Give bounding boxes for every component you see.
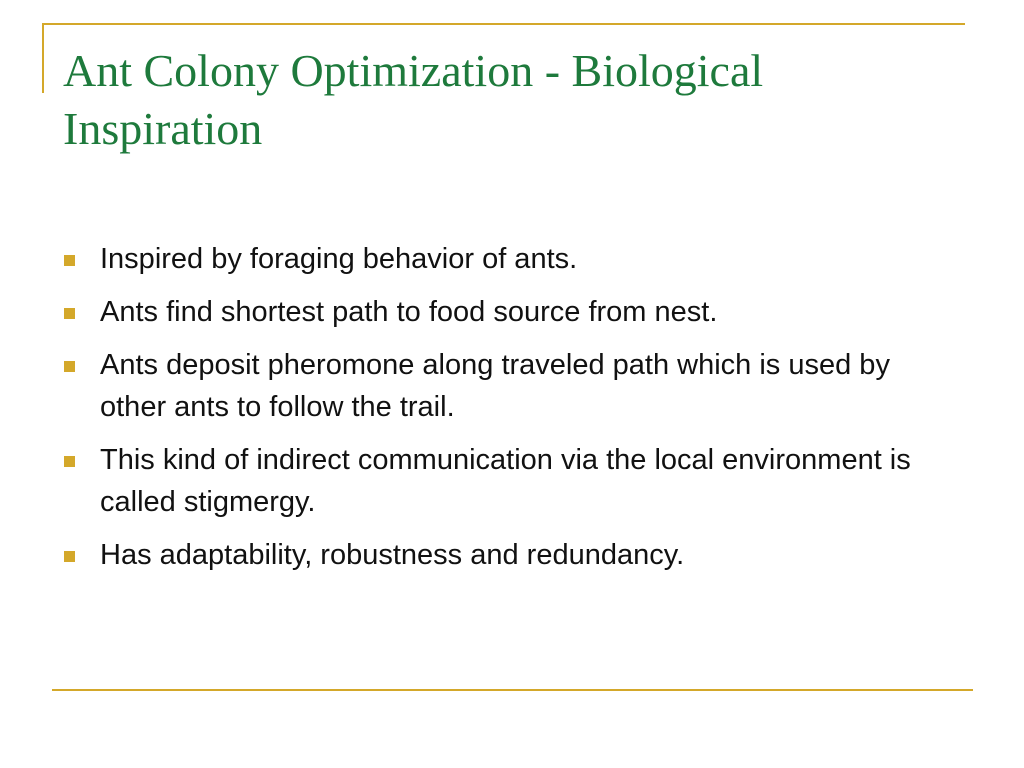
square-bullet-icon (64, 551, 75, 562)
square-bullet-icon (64, 361, 75, 372)
bullet-text: Inspired by foraging behavior of ants. (100, 243, 578, 275)
bullet-item (64, 291, 954, 333)
bullet-text: This kind of indirect communication via the local environment is called stigmergy. (100, 444, 911, 518)
bullet-item (64, 344, 954, 428)
bullet-text: Ants find shortest path to food source from nest. (100, 296, 718, 328)
slide-title: Ant Colony Optimization - Biological Inspiration (63, 45, 764, 154)
bullet-list (64, 238, 954, 587)
bullet-item (64, 238, 954, 280)
bullet-item (64, 534, 954, 576)
bullet-text: Has adaptability, robustness and redundancy. (100, 539, 685, 571)
top-accent-line (42, 23, 965, 25)
bullet-item (64, 439, 954, 523)
square-bullet-icon (64, 308, 75, 319)
bottom-accent-line (52, 689, 973, 691)
square-bullet-icon (64, 255, 75, 266)
square-bullet-icon (64, 456, 75, 467)
bullet-text: Ants deposit pheromone along traveled path which is used by other ants to follow the trail. (100, 349, 890, 423)
left-accent-line (42, 23, 44, 93)
